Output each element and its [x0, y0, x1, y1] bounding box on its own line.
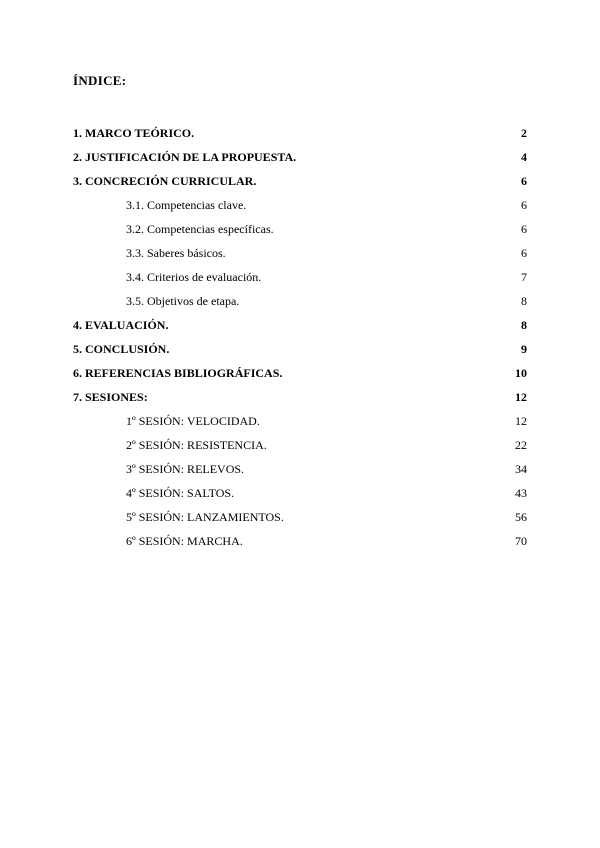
- toc-entry-label: 3.2. Competencias específicas.: [126, 222, 274, 236]
- toc-entry[interactable]: [73, 532, 527, 556]
- toc-entry[interactable]: [73, 244, 527, 268]
- toc-entry-page: 2: [521, 126, 527, 140]
- toc-entry[interactable]: [73, 412, 527, 436]
- toc-entry[interactable]: [73, 316, 527, 340]
- toc-entry-label: 4. EVALUACIÓN.: [73, 318, 169, 332]
- toc-entry[interactable]: [73, 484, 527, 508]
- toc-entry-page: 34: [515, 462, 527, 476]
- toc-entry[interactable]: [73, 340, 527, 364]
- toc-entry[interactable]: [73, 460, 527, 484]
- toc-entry-page: 9: [521, 342, 527, 356]
- toc-entry-label: 2º SESIÓN: RESISTENCIA.: [126, 438, 267, 452]
- toc-entry-page: 12: [515, 390, 527, 404]
- toc-entry-page: 8: [521, 294, 527, 308]
- index-title: ÍNDICE:: [73, 73, 127, 88]
- toc-entry[interactable]: [73, 292, 527, 316]
- toc-entry-label: 6º SESIÓN: MARCHA.: [126, 534, 243, 548]
- toc-entry-label: 5º SESIÓN: LANZAMIENTOS.: [126, 510, 284, 524]
- toc-entry-page: 56: [515, 510, 527, 524]
- toc-entry-page: 22: [515, 438, 527, 452]
- toc-entry-label: 1. MARCO TEÓRICO.: [73, 126, 195, 140]
- toc-entry-label: 3.3. Saberes básicos.: [126, 246, 226, 260]
- toc-entry-page: 6: [521, 246, 527, 260]
- toc-entry[interactable]: [73, 508, 527, 532]
- toc-entry[interactable]: [73, 364, 527, 388]
- toc-entry-label: 3.5. Objetivos de etapa.: [126, 294, 240, 308]
- toc-entry-page: 6: [521, 222, 527, 236]
- toc-entry-label: 7. SESIONES:: [73, 390, 148, 404]
- toc-entry-page: 6: [521, 174, 527, 188]
- toc-entry[interactable]: [73, 388, 527, 412]
- toc-entry-label: 2. JUSTIFICACIÓN DE LA PROPUESTA.: [73, 150, 297, 164]
- toc-entry-page: 10: [515, 366, 527, 380]
- toc-entry-page: 7: [521, 270, 527, 284]
- toc-entry-label: 3º SESIÓN: RELEVOS.: [126, 462, 245, 476]
- toc-entry-page: 4: [521, 150, 527, 164]
- toc-entry[interactable]: [73, 172, 527, 196]
- toc-entry-label: 3. CONCRECIÓN CURRICULAR.: [73, 174, 257, 188]
- toc-entry-label: 1º SESIÓN: VELOCIDAD.: [126, 414, 260, 428]
- toc-entry-label: 3.4. Criterios de evaluación.: [126, 270, 262, 284]
- toc-entry[interactable]: [73, 436, 527, 460]
- toc-entry[interactable]: [73, 124, 527, 148]
- toc-entry-page: 70: [515, 534, 527, 548]
- toc-entry-page: 12: [515, 414, 527, 428]
- toc-entry-page: 8: [521, 318, 527, 332]
- toc-entry-label: 5. CONCLUSIÓN.: [73, 342, 170, 356]
- toc-entry[interactable]: [73, 268, 527, 292]
- toc-entry-label: 3.1. Competencias clave.: [126, 198, 247, 212]
- toc-entry-page: 6: [521, 198, 527, 212]
- toc-entry-label: 6. REFERENCIAS BIBLIOGRÁFICAS.: [73, 366, 283, 380]
- toc-entry[interactable]: [73, 148, 527, 172]
- toc-entry-label: 4º SESIÓN: SALTOS.: [126, 486, 235, 500]
- toc-entry-page: 43: [515, 486, 527, 500]
- toc-entry[interactable]: [73, 196, 527, 220]
- toc-entry[interactable]: [73, 220, 527, 244]
- table-of-contents: [73, 124, 527, 556]
